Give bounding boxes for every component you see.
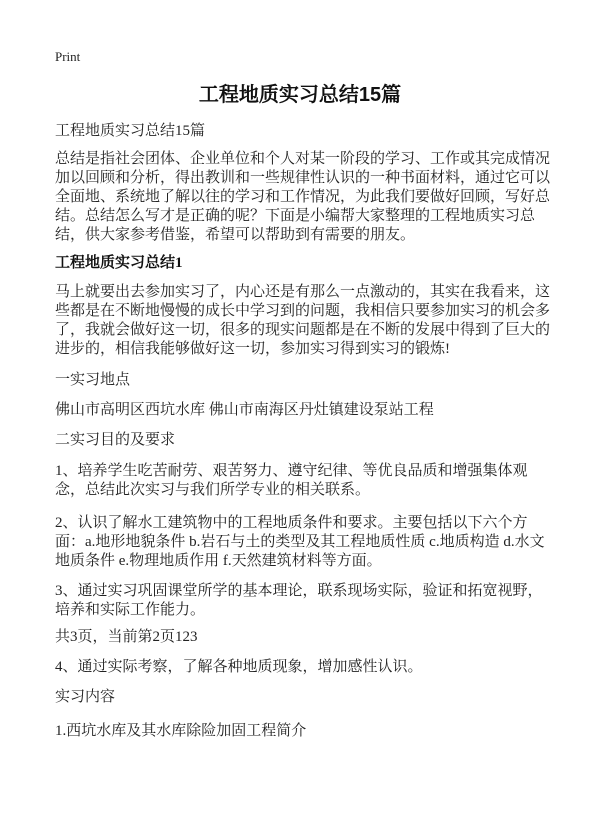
heading-purpose: 二实习目的及要求 (55, 432, 176, 448)
list-item-1: 1、培养学生吃苦耐劳、艰苦努力、遵守纪律、等优良品质和增强集体观念，总结此次实习与我们所学专业的相关联系。 (55, 463, 528, 498)
paragraph-1: 马上就要出去参加实习了，内心还是有那么一点激动的，其实在我看来，这些都是在不断地慢慢的成长中学习到的问题，我相信只要参加实习的机会多了，我就会做好这一切，很多的现实问题都是在不断的发展中得到了巨大的进步的，相信我能够做好这一切，参加实习得到实习的锻炼! (55, 284, 551, 357)
list-item-2: 2、认识了解水工建筑物中的工程地质条件和要求。主要包括以下六个方面：a.地形地貌条件 b.岩石与土的类型及其工程地质性质 c.地质构造 d.水文地质条件 e.物理地质作用 f.天然建筑材料等方面。 (55, 515, 545, 569)
heading-content: 实习内容 (55, 689, 116, 705)
location-text: 佛山市高明区西坑水库 佛山市南海区丹灶镇建设泵站工程 (55, 402, 434, 418)
intro-paragraph: 总结是指社会团体、企业单位和个人对某一阶段的学习、工作或其完成情况加以回顾和分析，得出教训和一些规律性认识的一种书面材料，通过它可以全面地、系统地了解以往的学习和工作情况，为此我们要做好回顾，写好总结。总结怎么写才是正确的呢？下面是小编帮大家整理的工程地质实习总结，供大家参考借鉴，希望可以帮助到有需要的朋友。 (55, 151, 551, 243)
heading-location: 一实习地点 (55, 372, 131, 388)
print-link[interactable]: Print (55, 49, 81, 64)
content-item-1: 1.西坑水库及其水库除险加固工程简介 (55, 723, 307, 739)
section-heading: 工程地质实习总结1 (55, 255, 183, 271)
page-title: 工程地质实习总结15篇 (198, 84, 402, 106)
list-item-4: 4、通过实际考察，了解各种地质现象，增加感性认识。 (55, 659, 423, 675)
list-item-3: 3、通过实习巩固课堂所学的基本理论，联系现场实际，验证和拓宽视野，培养和实际工作能力。 (55, 583, 543, 618)
doc-subtitle: 工程地质实习总结15篇 (55, 123, 206, 139)
pagination[interactable]: 共3页，当前第2页123 (55, 629, 198, 645)
